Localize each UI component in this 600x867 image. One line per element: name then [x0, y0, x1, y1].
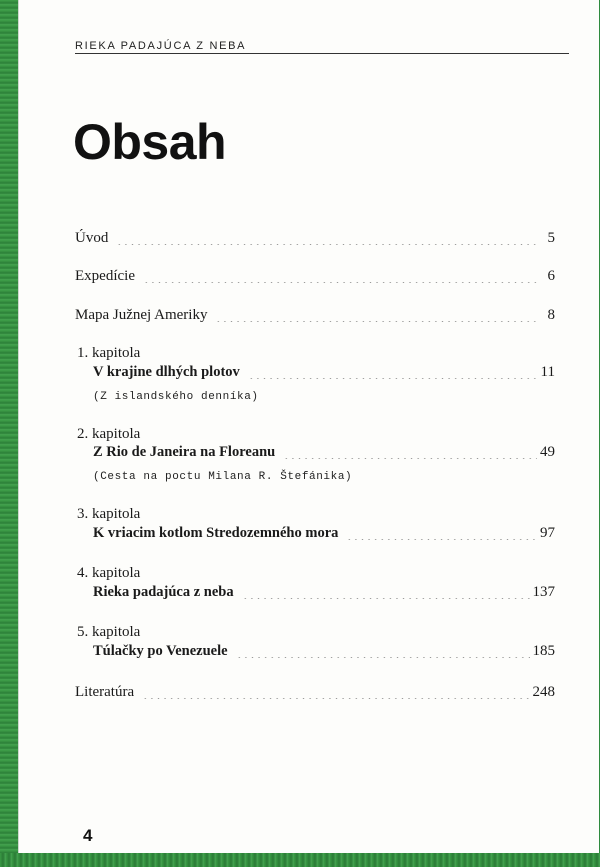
dot-leader — [236, 657, 530, 658]
toc-page-number: 11 — [540, 364, 555, 380]
toc-entry-literature — [75, 684, 555, 704]
toc-entry-label: V krajine dlhých plotov — [93, 364, 240, 380]
toc-page-number: 6 — [547, 268, 555, 284]
chapter-number-label: 1. kapitola — [77, 345, 141, 361]
dot-leader — [283, 458, 537, 459]
book-cover-bottom-edge — [0, 853, 600, 867]
dot-leader — [248, 378, 538, 379]
toc-page-number: 185 — [532, 643, 555, 659]
toc-entry-label: K vriacim kotlom Stredozemného mora — [93, 525, 339, 541]
toc-entry-label: Z Rio de Janeira na Floreanu — [93, 444, 276, 460]
toc-entry-label: Rieka padajúca z neba — [93, 584, 234, 600]
chapter-number-label: 5. kapitola — [77, 624, 141, 640]
dot-leader — [143, 282, 538, 283]
toc-page-number: 97 — [540, 525, 555, 541]
dot-leader — [346, 539, 537, 540]
dot-leader — [242, 598, 530, 599]
page-title: Obsah — [73, 114, 227, 170]
toc-entry-chapter-5 — [93, 643, 555, 663]
toc-page-number: 137 — [532, 584, 555, 600]
header-rule — [75, 53, 569, 54]
toc-entry-chapter-4 — [93, 584, 555, 604]
toc-page-number: 8 — [547, 307, 555, 323]
toc-page-number: 49 — [540, 444, 555, 460]
page-number: 4 — [83, 826, 93, 845]
chapter-number-label: 3. kapitola — [77, 506, 141, 522]
toc-entry-intro — [75, 230, 555, 250]
book-page — [18, 0, 599, 853]
chapter-number-label: 4. kapitola — [77, 565, 141, 581]
toc-entry-label: Úvod — [75, 230, 109, 246]
toc-page-number: 248 — [532, 684, 555, 700]
toc-entry-chapter-2 — [93, 444, 555, 464]
toc-entry-chapter-3 — [93, 525, 555, 545]
toc-entry-label: Túlačky po Venezuele — [93, 643, 228, 659]
running-header: RIEKA PADAJÚCA Z NEBA — [75, 40, 247, 52]
toc-entry-map — [75, 307, 555, 327]
toc-entry-label: Mapa Južnej Ameriky — [75, 307, 208, 323]
chapter-subtitle: (Cesta na poctu Milana R. Štefánika) — [93, 471, 353, 483]
toc-entry-chapter-1 — [93, 364, 555, 384]
toc-page-number: 5 — [547, 230, 555, 246]
book-cover-edge — [0, 0, 18, 867]
toc-entry-label: Literatúra — [75, 684, 135, 700]
chapter-subtitle: (Z islandského denníka) — [93, 391, 259, 403]
dot-leader — [215, 321, 538, 322]
toc-entry-expeditions — [75, 268, 555, 288]
chapter-number-label: 2. kapitola — [77, 426, 141, 442]
dot-leader — [116, 244, 538, 245]
toc-entry-label: Expedície — [75, 268, 135, 284]
dot-leader — [142, 698, 529, 699]
